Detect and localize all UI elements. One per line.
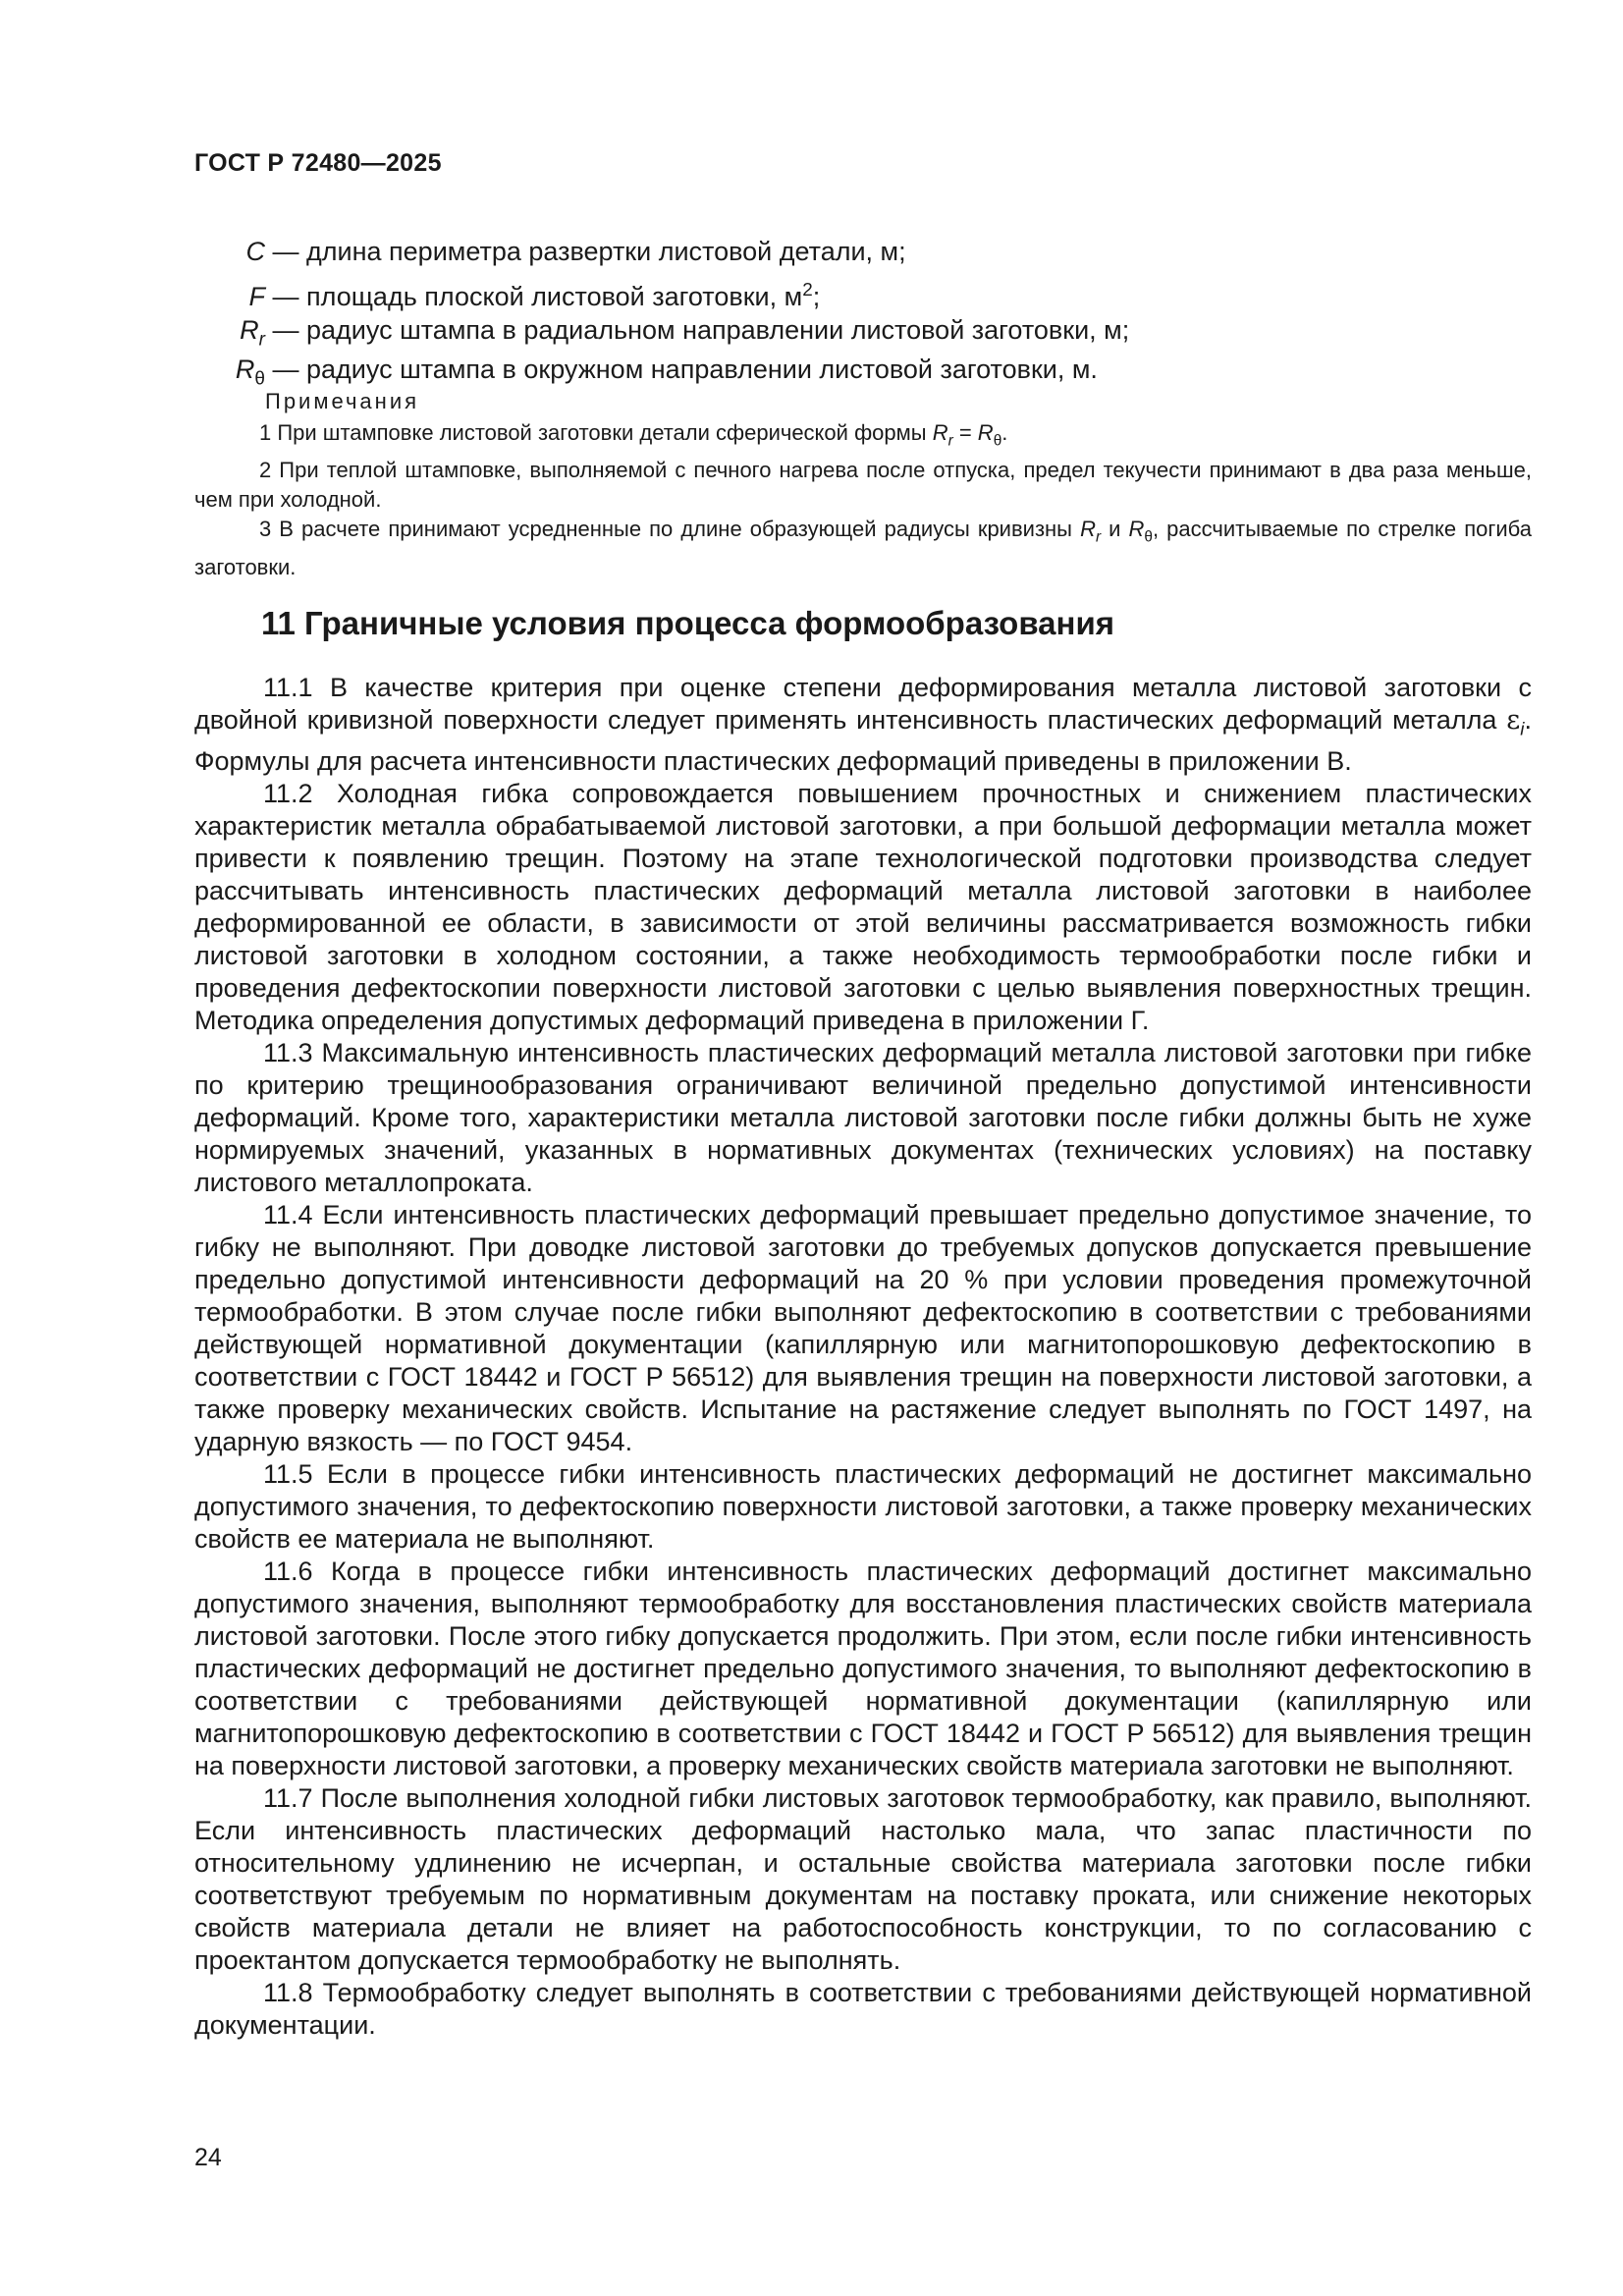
note-2: 2 При теплой штамповке, выполняемой с печного нагрева после отпуска, предел текучести принимают в два раза меньше, чем при холодной. — [194, 458, 1532, 513]
section-title: 11 Граничные условия процесса формообразования — [261, 605, 1115, 641]
definition-text: — радиус штампа в окружном направлении листовой заготовки, м. — [272, 355, 1098, 384]
paragraph-11-2: 11.2 Холодная гибка сопровождается повышением прочностных и снижением пластических характеристик металла обрабатываемой листовой заготовки, а при большой деформации металла может привести к появлению трещин. Поэтому на этапе технологической подготовки производства следует рассчитывать интенсивность пластических деформаций металла листовой заготовки в наиболее деформированной ее области, в зависимости от этой величины рассматривается возможность гибки листовой заготовки в холодном состоянии, а также необходимость термообработки после гибки и проведения дефектоскопии поверхности листовой заготовки с целью выявления поверхностных трещин. Методика определения допустимых деформаций приведена в приложении Г. — [194, 779, 1532, 1036]
definition-text: — длина периметра развертки листовой детали, м; — [272, 237, 906, 266]
page-number: 24 — [194, 2144, 222, 2171]
symbol-definitions — [194, 232, 1530, 389]
symbol: C — [245, 237, 265, 266]
document-header: ГОСТ Р 72480—2025 — [194, 149, 442, 177]
symbol: F — [248, 282, 265, 311]
note-1: 1 При штамповке листовой заготовки детали сферической формы $R_r = R_\theta$. — [259, 420, 1008, 450]
note-3: 3 В расчете принимают усредненные по длине образующей радиусы кривизны $R_r$ и $R_\theta$, рассчитываемые по стрелке погиба заготовки. — [194, 517, 1532, 579]
symbol: $R_\theta$ — [235, 355, 265, 390]
paragraph-11-5: 11.5 Если в процессе гибки интенсивность пластических деформаций не достигнет максимально допустимого значения, то дефектоскопию поверхности листовой заготовки, а также проверку механических свойств ее материала не выполняют. — [194, 1459, 1532, 1555]
definition-row — [194, 310, 1530, 350]
paragraph-11-1: 11.1 В качестве критерия при оценке степени деформирования металла листовой заготовки с двойной кривизной поверхности следует применять интенсивность пластических деформаций металла $\varepsilon_i$. Формулы для расчета интенсивности пластических деформаций приведены в приложении В. — [194, 673, 1532, 777]
symbol: $R_r$ — [240, 315, 265, 351]
paragraph-11-3: 11.3 Максимальную интенсивность пластических деформаций металла листовой заготовки при гибке по критерию трещинообразования ограничивают величиной предельно допустимой интенсивности деформаций. Кроме того, характеристики металла листовой заготовки после гибки должны быть не хуже нормируемых значений, указанных в нормативных документах (технических условиях) на поставку листового металлопроката. — [194, 1038, 1532, 1198]
section-body — [194, 672, 1532, 2042]
definition-row — [194, 350, 1530, 389]
definition-text: — радиус штампа в радиальном направлении листовой заготовки, м; — [272, 315, 1130, 345]
paragraph-11-6: 11.6 Когда в процессе гибки интенсивность пластических деформаций достигнет максимально допустимого значения, выполняют термообработку для восстановления пластических свойств материала листовой заготовки. После этого гибку допускается продолжить. При этом, если после гибки интенсивность пластических деформаций не достигнет предельно допустимого значения, то выполняют дефектоскопию в соответствии с требованиями действующей нормативной документации (капиллярную или магнитопорошковую дефектоскопию в соответствии с ГОСТ 18442 и ГОСТ Р 56512) для выявления трещин на поверхности листовой заготовки, а проверку механических свойств материала заготовки не выполняют. — [194, 1557, 1532, 1781]
notes-block — [194, 387, 1532, 582]
definition-row — [194, 271, 1530, 310]
paragraph-11-8: 11.8 Термообработку следует выполнять в соответствии с требованиями действующей нормативной документации. — [194, 1978, 1532, 2041]
paragraph-11-7: 11.7 После выполнения холодной гибки листовых заготовок термообработку, как правило, выполняют. Если интенсивность пластических деформаций настолько мала, что запас пластичности по относительному удлинению не исчерпан, и остальные свойства материала заготовки после гибки соответствуют требуемым по нормативным документам на поставку проката, или снижение некоторых свойств материала детали не влияет на работоспособность конструкции, то по согласованию с проектантом допускается термообработку не выполнять. — [194, 1783, 1532, 1976]
definition-row — [194, 232, 1530, 271]
paragraph-11-4: 11.4 Если интенсивность пластических деформаций превышает предельно допустимое значение, то гибку не выполняют. При доводке листовой заготовки до требуемых допусков допускается превышение предельно допустимой интенсивности деформаций на 20 % при условии проведения промежуточной термообработки. В этом случае после гибки выполняют дефектоскопию в соответствии с требованиями действующей нормативной документации (капиллярную или магнитопорошковую дефектоскопию в соответствии с ГОСТ 18442 и ГОСТ Р 56512) для выявления трещин на поверхности листовой заготовки, а также проверку механических свойств. Испытание на растяжение следует выполнять по ГОСТ 1497, на ударную вязкость — по ГОСТ 9454. — [194, 1200, 1532, 1457]
definition-text: — площадь плоской листовой заготовки, $м^2$; — [272, 280, 821, 311]
notes-title: Примечания — [265, 389, 420, 413]
